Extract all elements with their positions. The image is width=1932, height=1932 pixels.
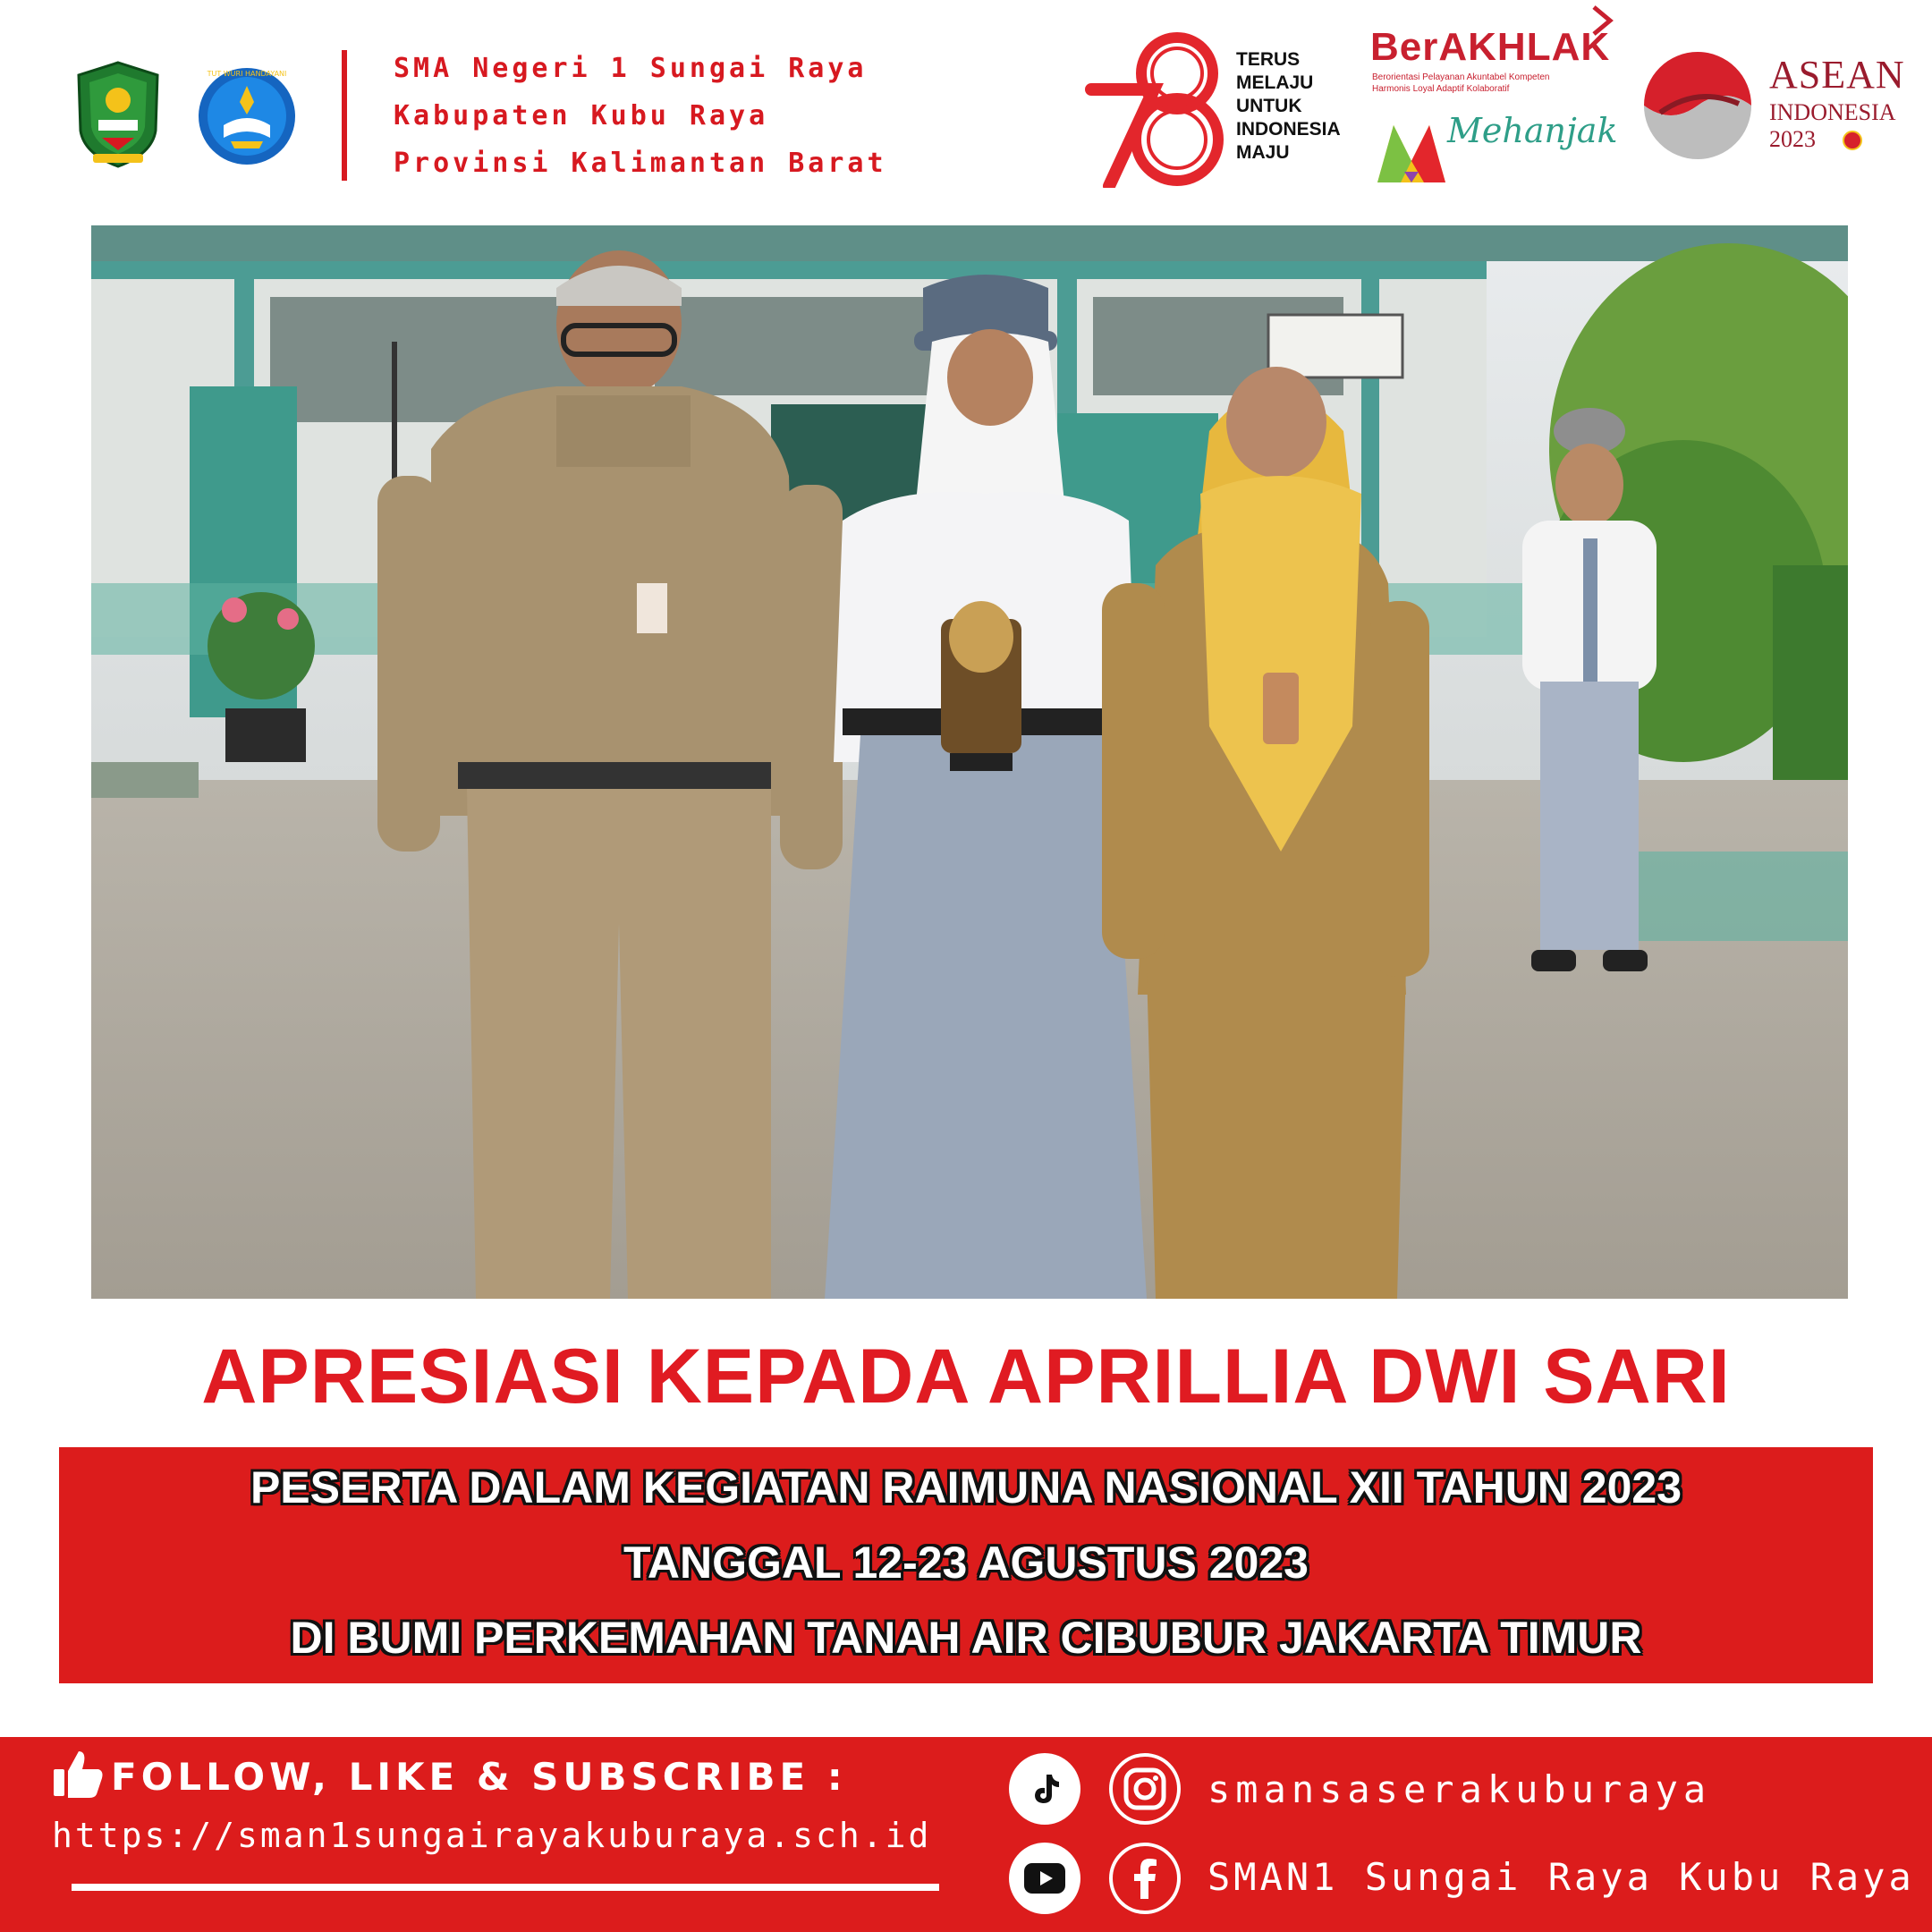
asean-emblem-icon <box>1843 131 1862 150</box>
facebook-icon[interactable] <box>1109 1843 1181 1914</box>
asean-title: ASEAN <box>1769 53 1905 97</box>
school-regency: Kabupaten Kubu Raya <box>394 100 769 131</box>
hut-ri-78-tagline: TERUS MELAJU UNTUK INDONESIA MAJU <box>1236 49 1341 163</box>
school-name: SMA Negeri 1 Sungai Raya <box>394 53 868 84</box>
berakhlak-logo: BerAKHLAK <box>1370 25 1611 69</box>
mehanjak-wordmark: Mehanjak <box>1447 111 1618 150</box>
tut-wuri-motto: TUT WURI HANDAYANI <box>207 70 287 78</box>
berakhlak-tagline: Berorientasi Pelayanan Akuntabel Kompeten Harmonis Loyal Adaptif Kolaboratif <box>1372 72 1550 94</box>
header <box>0 0 1932 215</box>
asean-country: INDONESIA <box>1769 99 1896 125</box>
event-details-line-3: DI BUMI PERKEMAHAN TANAH AIR CIBUBUR JAKARTA TIMUR <box>290 1613 1642 1663</box>
instagram-handle[interactable]: smansaserakuburaya <box>1208 1767 1712 1811</box>
award-ceremony-photo <box>91 225 1848 1299</box>
event-details-line-1: PESERTA DALAM KEGIATAN RAIMUNA NASIONAL XII TAHUN 2023 <box>250 1462 1682 1513</box>
instagram-icon[interactable] <box>1109 1753 1181 1825</box>
follow-label: FOLLOW, LIKE & SUBSCRIBE : <box>111 1755 847 1799</box>
asean-year: 2023 <box>1769 126 1816 152</box>
tiktok-icon[interactable] <box>1009 1753 1080 1825</box>
youtube-glyph <box>1024 1863 1065 1894</box>
event-details-line-2: TANGGAL 12-23 AGUSTUS 2023 <box>623 1538 1309 1588</box>
instagram-glyph <box>1123 1767 1167 1811</box>
tut-wuri-handayani-logo <box>197 66 297 166</box>
photo-scene <box>91 225 1848 1299</box>
thumbs-up-icon <box>52 1748 104 1800</box>
kubu-raya-emblem-logo <box>75 61 161 168</box>
facebook-page-name[interactable]: SMAN1 Sungai Raya Kubu Raya <box>1208 1855 1915 1899</box>
hut-ri-78-logo <box>1082 27 1234 188</box>
school-province: Provinsi Kalimantan Barat <box>394 148 887 179</box>
footer-underline <box>72 1884 939 1891</box>
website-link[interactable]: https://sman1sungairayakuburaya.sch.id <box>52 1816 932 1855</box>
appreciation-title: APRESIASI KEPADA APRILLIA DWI SARI <box>201 1334 1731 1419</box>
mehanjak-logo-mark <box>1374 118 1451 186</box>
youtube-icon[interactable] <box>1009 1843 1080 1914</box>
social-footer <box>0 1737 1932 1932</box>
facebook-glyph <box>1131 1858 1158 1899</box>
school-identity <box>394 45 894 187</box>
tiktok-glyph <box>1027 1771 1063 1807</box>
header-divider <box>342 50 347 181</box>
asean-indonesia-logo-mark <box>1642 50 1753 161</box>
berakhlak-chevron-icon <box>1590 5 1614 36</box>
